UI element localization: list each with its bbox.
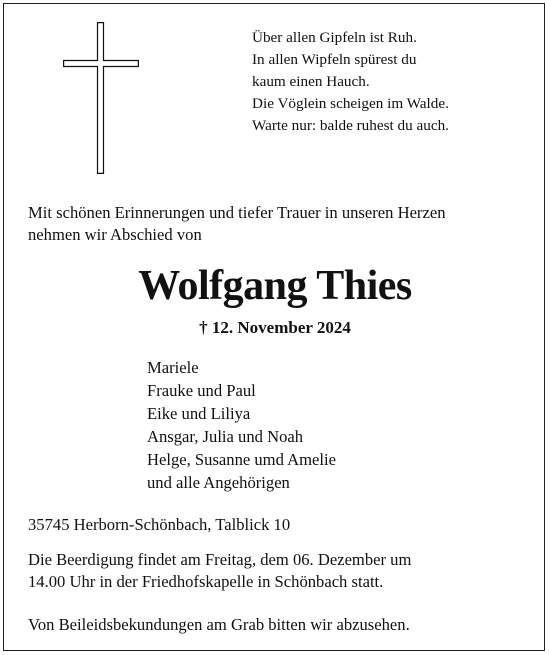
death-date: 12. November 2024 [211,318,351,337]
dagger-icon: † [199,318,208,337]
family-member: Helge, Susanne umd Amelie [147,450,336,469]
poem-line: Über allen Gipfeln ist Ruh. [252,29,417,46]
family-member: Mariele [147,358,199,377]
poem-line: kaum einen Hauch. [252,73,370,90]
funeral-info [28,549,411,593]
closing-note: Von Beileidsbekundungen am Grab bitten wir abzusehen. [28,615,410,634]
poem [252,27,449,137]
intro-line: Mit schönen Erinnerungen und tiefer Trauer in unseren Herzen [28,203,446,222]
address: 35745 Herborn-Schönbach, Talblick 10 [28,515,291,534]
family-member: Eike und Liliya [147,404,251,423]
intro-line: nehmen wir Abschied von [28,225,202,244]
family-list [147,356,336,494]
deceased-name: Wolfgang Thies [138,263,412,309]
family-member: Ansgar, Julia und Noah [147,427,304,446]
intro-text [28,202,528,246]
funeral-line: 14.00 Uhr in der Friedhofskapelle in Schönbach statt. [28,572,384,591]
death-date-line [0,318,550,338]
poem-line: Warte nur: balde ruhest du auch. [252,117,449,134]
poem-line: In allen Wipfeln spürest du [252,51,417,68]
funeral-line: Die Beerdigung findet am Freitag, dem 06. Dezember um [28,550,412,569]
poem-line: Die Vöglein scheigen im Walde. [252,95,449,112]
family-member: und alle Angehörigen [147,473,290,492]
family-member: Frauke und Paul [147,381,256,400]
cross-icon [63,22,139,174]
